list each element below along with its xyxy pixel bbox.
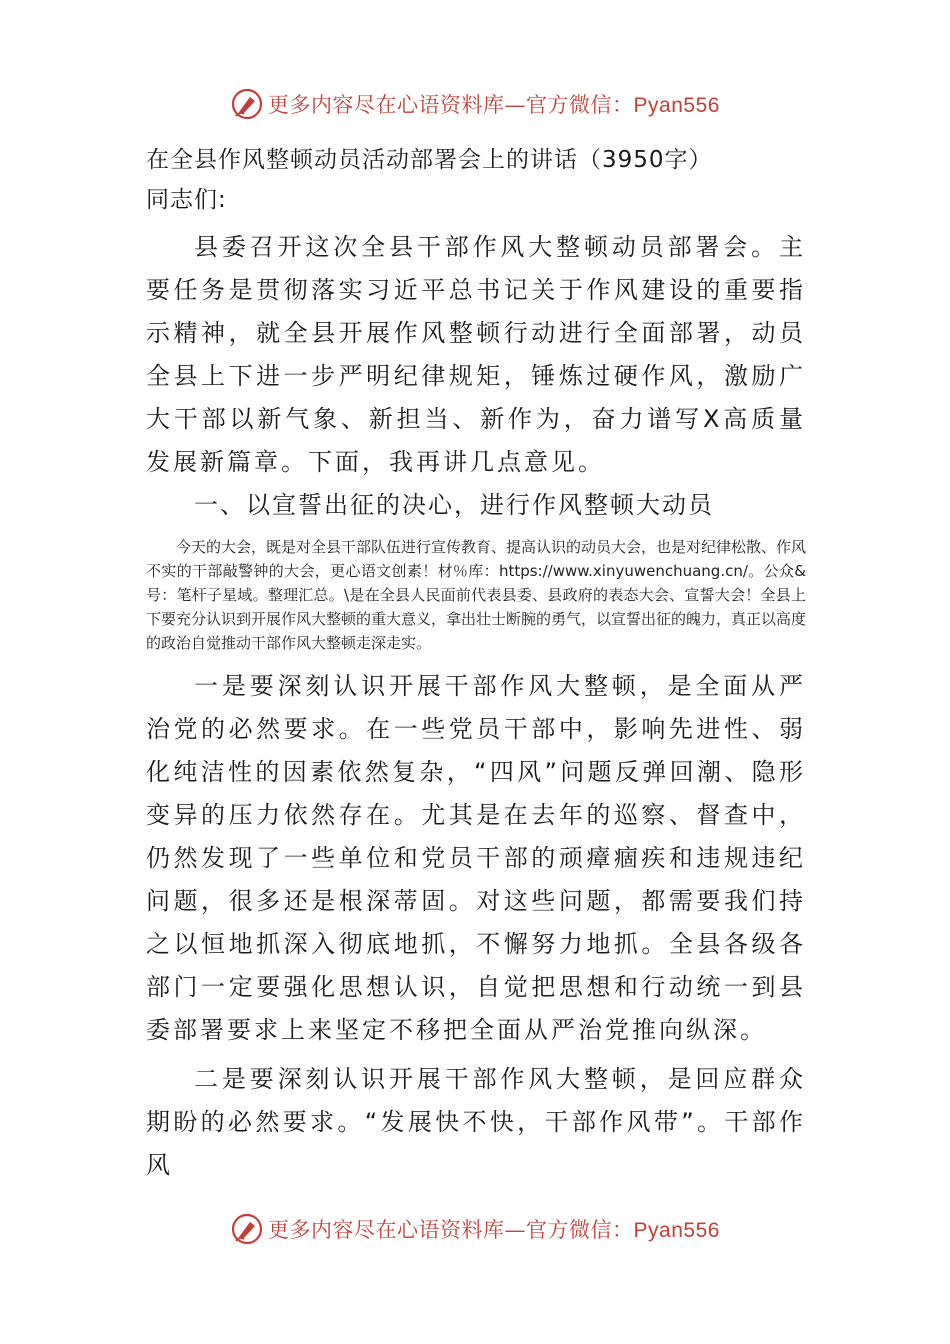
document-title: 在全县作风整顿动员活动部署会上的讲话（3950字） bbox=[146, 147, 713, 173]
header-banner bbox=[0, 84, 950, 124]
footer-banner-handle: Pyan556 bbox=[633, 1219, 720, 1242]
paragraph-2: 二是要深刻认识开展干部作风大整顿，是回应群众期盼的必然要求。“发展快不快，干部作风带”。干部作风 bbox=[146, 1065, 806, 1179]
footer-banner-prefix: 更多内容尽在心语资料库 bbox=[268, 1218, 505, 1242]
document-body bbox=[146, 140, 806, 1187]
greeting: 同志们: bbox=[146, 187, 227, 213]
banner-dash: — bbox=[504, 93, 527, 117]
footer-banner-text bbox=[268, 1214, 720, 1244]
footer-banner-dash: — bbox=[504, 1218, 527, 1242]
pen-nib-circle-icon bbox=[230, 1212, 264, 1246]
section-1-small-paragraph: 今天的大会，既是对全县干部队伍进行宣传教育、提高认识的动员大会，也是对纪律松散、作风不实的干部敲警钟的大会，更心语文创素！材％库：https://www.xinyuwenchuang.cn/。公众&号：笔杆子星域。整理汇总。\是在全县人民面前代表县委、县政府的表态大会、宣誓大会！全县上下要充分认识到开展作风大整顿的重大意义，拿出壮士断腕的勇气，以宣誓出征的魄力，真正以高度的政治自觉推动干部作风大整顿走深走实。 bbox=[146, 538, 807, 652]
banner-prefix: 更多内容尽在心语资料库 bbox=[268, 93, 505, 117]
footer-banner bbox=[0, 1209, 950, 1249]
banner-handle: Pyan556 bbox=[633, 94, 720, 117]
banner-label: 官方微信： bbox=[526, 93, 634, 117]
banner-text bbox=[268, 89, 720, 119]
intro-paragraph: 县委召开这次全县干部作风大整顿动员部署会。主要任务是贯彻落实习近平总书记关于作风建设的重要指示精神，就全县开展作风整顿行动进行全面部署，动员全县上下进一步严明纪律规矩，锤炼过硬作风，激励广大干部以新气象、新担当、新作为，奋力谱写X高质量发展新篇章。下面，我再讲几点意见。 bbox=[146, 233, 806, 476]
pen-nib-circle-icon bbox=[230, 87, 264, 121]
section-1-heading: 一、以宣誓出征的决心，进行作风整顿大动员 bbox=[194, 491, 714, 519]
footer-banner-label: 官方微信： bbox=[526, 1218, 634, 1242]
paragraph-1: 一是要深刻认识开展干部作风大整顿，是全面从严治党的必然要求。在一些党员干部中，影响先进性、弱化纯洁性的因素依然复杂，“四风”问题反弹回潮、隐形变异的压力依然存在。尤其是在去年的巡察、督查中，仍然发现了一些单位和党员干部的顽瘴痼疾和违规违纪问题，很多还是根深蒂固。对这些问题，都需要我们持之以恒地抓深入彻底地抓，不懈努力地抓。全县各级各部门一定要强化思想认识，自觉把思想和行动统一到县委部署要求上来坚定不移把全面从严治党推向纵深。 bbox=[146, 672, 806, 1044]
